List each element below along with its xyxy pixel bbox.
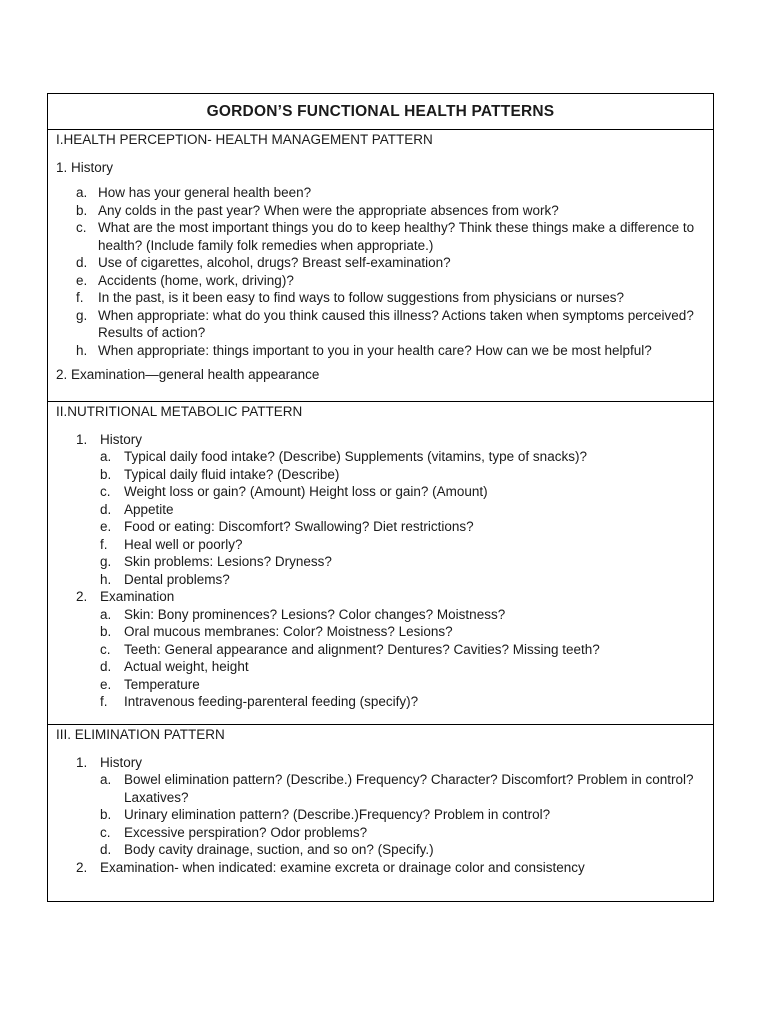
list-item-text: Typical daily fluid intake? (Describe) [124,466,340,482]
nested-list [56,431,707,711]
list-item-text: Excessive perspiration? Odor problems? [124,824,368,840]
list-item-text: Typical daily food intake? (Describe) Supplements (vitamins, type of snacks)? [124,449,587,464]
list-item-text: Body cavity drainage, suction, and so on? (Specify.) [124,842,434,857]
list-marker: d. [100,842,112,857]
list-marker: c. [100,824,111,840]
list-marker: h. [100,571,112,587]
list-item-text: Appetite [124,501,174,517]
list-item [56,658,707,676]
list-marker: b. [100,624,112,639]
list-marker: g. [76,307,88,323]
list-item [56,518,707,536]
examination-label [56,859,707,877]
section-heading: III. ELIMINATION PATTERN [56,727,225,742]
title-row [48,94,713,130]
history-label [56,431,707,449]
section-elimination [48,726,713,904]
nested-list [56,754,707,877]
list-item [56,536,707,554]
list-item-text: Accidents (home, work, driving)? [98,272,294,288]
list-item [56,254,707,272]
list-item [56,466,707,484]
list-item-text: Skin: Bony prominences? Lesions? Color changes? Moistness? [124,606,506,622]
list-item [56,501,707,519]
list-item [56,553,707,571]
list-marker: e. [100,519,112,534]
list-item [56,342,707,360]
list-item-text: Examination [100,589,175,604]
section-health-perception [48,131,713,402]
list-item [56,693,707,711]
list-item-text: Heal well or poorly? [124,536,243,552]
list-marker: a. [100,772,112,787]
list-item-text: Actual weight, height [124,659,249,674]
list-item-text: What are the most important things you do to keep healthy? Think these things make a difference to health? (Include family folk remedies when appropriate.) [98,220,695,253]
list-item-text: In the past, is it been easy to find ways to follow suggestions from physicians or nurses? [98,290,625,305]
list-item-text: Teeth: General appearance and alignment? Dentures? Cavities? Missing teeth? [124,641,600,657]
list-marker: f. [76,290,84,305]
list-item-text: History [100,431,143,447]
list-marker: b. [100,807,112,822]
list-item [56,184,707,202]
examination-label [56,588,707,606]
list-marker: c. [100,641,111,657]
list-item [56,272,707,290]
list-marker: 1. [76,431,88,447]
list-item [56,641,707,659]
list-item [56,289,707,307]
list-marker: f. [100,536,108,552]
list-marker: 1. [76,754,88,770]
list-marker: h. [76,342,88,358]
list-item-text: Skin problems: Lesions? Dryness? [124,554,332,569]
list-marker: 2. [76,859,88,875]
list-item-text: Bowel elimination pattern? (Describe.) Frequency? Character? Discomfort? Problem in control? Laxatives? [124,772,694,805]
list-item-text: Any colds in the past year? When were the appropriate absences from work? [98,202,559,218]
document-title: GORDON’S FUNCTIONAL HEALTH PATTERNS [206,102,555,120]
list-item [56,824,707,842]
list-marker: d. [100,501,112,517]
list-marker: c. [76,220,87,235]
history-label [56,754,707,772]
examination-label: 2. Examination—general health appearance [56,367,320,382]
list-item-text: When appropriate: things important to you in your health care? How can we be most helpful? [98,342,652,358]
list-marker: a. [76,185,88,200]
list-marker: f. [100,694,108,709]
list-item-text: Urinary elimination pattern? (Describe.)Frequency? Problem in control? [124,807,551,822]
list-item [56,307,707,342]
list-item [56,606,707,624]
list-item-text: Examination- when indicated: examine excreta or drainage color and consistency [100,859,585,875]
list-marker: d. [76,255,88,270]
section-heading: II.NUTRITIONAL METABOLIC PATTERN [56,404,303,419]
list-item-text: Intravenous feeding-parenteral feeding (specify)? [124,694,419,709]
list-item-text: How has your general health been? [98,185,312,200]
list-item-text: Use of cigarettes, alcohol, drugs? Breast self-examination? [98,255,451,270]
section-nutritional-metabolic [48,403,713,725]
list-item [56,806,707,824]
history-list [56,184,707,359]
list-marker: b. [100,466,112,482]
list-marker: e. [100,676,112,692]
list-item [56,771,707,806]
list-item [56,219,707,254]
list-marker: a. [100,449,112,464]
list-item-text: Weight loss or gain? (Amount) Height loss or gain? (Amount) [124,484,488,499]
list-item [56,623,707,641]
health-patterns-table [47,93,714,902]
list-marker: a. [100,606,112,622]
list-item [56,571,707,589]
list-item-text: Dental problems? [124,571,230,587]
list-item [56,676,707,694]
list-item-text: Oral mucous membranes: Color? Moistness? Lesions? [124,624,453,639]
list-marker: g. [100,554,112,569]
list-marker: d. [100,659,112,674]
history-label: 1. History [56,159,114,175]
list-marker: 2. [76,589,88,604]
list-item [56,483,707,501]
list-item [56,841,707,859]
list-item-text: History [100,754,143,770]
section-heading: I.HEALTH PERCEPTION- HEALTH MANAGEMENT PATTERN [56,132,433,147]
list-item [56,202,707,220]
list-marker: c. [100,484,111,499]
list-marker: b. [76,202,88,218]
list-item-text: Temperature [124,676,200,692]
list-item-text: Food or eating: Discomfort? Swallowing? Diet restrictions? [124,519,474,534]
list-item-text: When appropriate: what do you think caused this illness? Actions taken when symptoms perceived? Results of action? [98,307,694,340]
list-item [56,448,707,466]
list-marker: e. [76,272,88,288]
